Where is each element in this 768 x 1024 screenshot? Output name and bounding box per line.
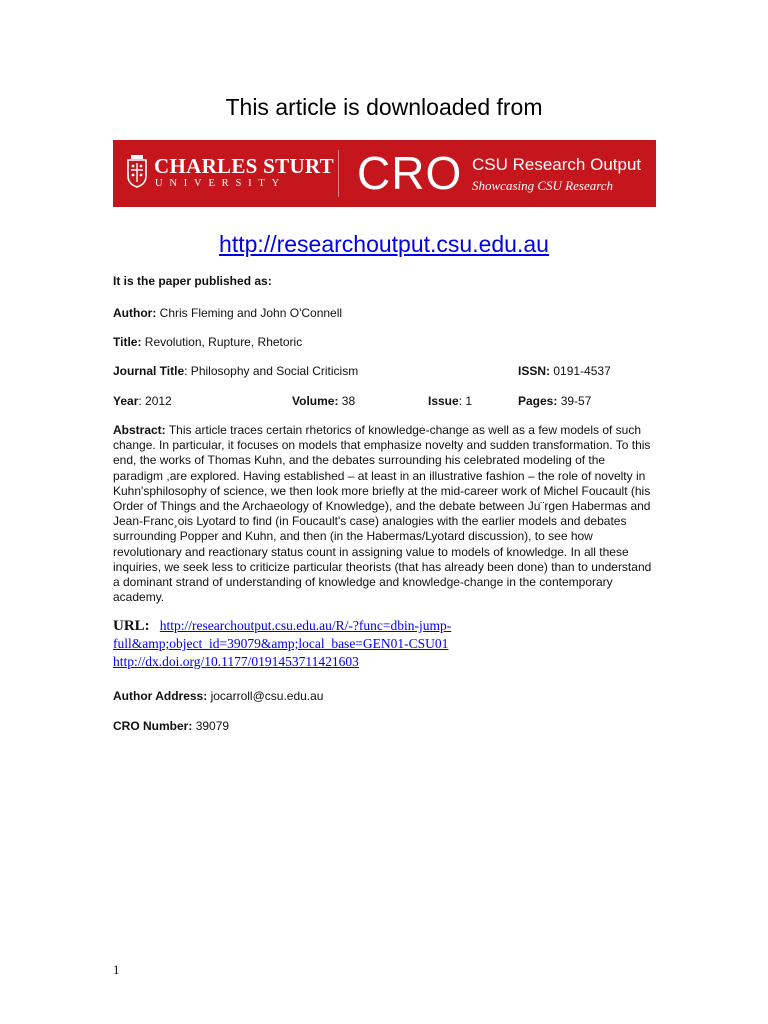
abstract-label: Abstract: <box>113 423 166 437</box>
issue-row <box>428 394 472 408</box>
issn-label: ISSN: <box>518 364 551 378</box>
url-block <box>113 617 451 671</box>
title-value: Revolution, Rupture, Rhetoric <box>144 335 303 349</box>
cro-number-value: 39079 <box>195 719 230 733</box>
author-value: Chris Fleming and John O'Connell <box>159 306 343 320</box>
home-url-link[interactable]: http://researchoutput.csu.edu.au <box>219 231 549 257</box>
pages-label: Pages: <box>518 394 558 408</box>
cro-tagline: Showcasing CSU Research <box>472 178 614 193</box>
csu-cro-banner <box>113 140 656 207</box>
cro-number-row <box>113 719 229 733</box>
author-address-label: Author Address: <box>113 689 208 703</box>
page-number: 1 <box>113 962 120 977</box>
doi-link[interactable]: http://dx.doi.org/10.1177/0191453711421603 <box>113 654 359 669</box>
author-address-value: jocarroll@csu.edu.au <box>210 689 324 703</box>
cro-logo: CRO <box>357 147 463 199</box>
year-label: Year <box>113 394 139 408</box>
csu-crest-icon <box>126 154 148 188</box>
url-link-line2[interactable]: full&amp;object_id=39079&amp;local_base=GEN01-CSU01 <box>113 636 449 651</box>
abstract <box>113 423 658 605</box>
cro-number-label: CRO Number: <box>113 719 193 733</box>
pages-row <box>518 394 591 408</box>
author-label: Author: <box>113 306 157 320</box>
volume-row <box>292 394 355 408</box>
banner-divider <box>338 150 339 197</box>
url-link-line1[interactable]: http://researchoutput.csu.edu.au/R/-?func=dbin-jump- <box>159 618 452 633</box>
abstract-text: This article traces certain rhetorics of knowledge-change as well as a few models of such change. In particular, it focuses on models that emphasize novelty and sudden transformation. To this end, the works of Thomas Kuhn, and the debates surrounding his celebrated modeling of the paradigm ,are explored. Having established – at least in an illustrative fashion – the role of novelty in Kuhn'sphilosophy of science, we then look more briefly at the mid-career work of Michel Foucault (his Order of Things and the Archaeology of Knowledge), and the debate between Ju¨rgen Habermas and Jean-Franc¸ois Lyotard to find (in Foucault's case) analogies with the earlier models and debates surrounding Popper and Kuhn, and then (in the Habermas/Lyotard discussion), to see how revolutionary and reactionary status count in assigning value to models of knowledge. In all these inquiries, we seek less to criticize particular theorists (that has already been done) than to understand a dominant strand of understanding of knowledge and knowledge-change in the contemporary academy. <box>113 423 652 605</box>
csu-name: CHARLES STURT <box>154 154 334 178</box>
author-address-row <box>113 689 323 703</box>
volume-label: Volume: <box>292 394 339 408</box>
author-row <box>113 306 342 320</box>
year-row <box>113 394 172 408</box>
issue-value: : 1 <box>458 394 473 408</box>
title-row <box>113 335 302 349</box>
year-value: : 2012 <box>138 394 172 408</box>
volume-value: 38 <box>341 394 356 408</box>
page-heading: This article is downloaded from <box>225 94 543 120</box>
url-label: URL: <box>113 618 150 634</box>
pages-value: 39-57 <box>560 394 592 408</box>
csu-university: UNIVERSITY <box>155 178 286 189</box>
journal-row <box>113 364 358 378</box>
issn-value: 0191-4537 <box>553 364 611 378</box>
issn-row <box>518 364 611 378</box>
title-label: Title: <box>113 335 142 349</box>
journal-label: Journal Title <box>113 364 185 378</box>
published-as: It is the paper published as: <box>113 274 272 288</box>
cro-title: CSU Research Output <box>472 155 642 174</box>
journal-value: : Philosophy and Social Criticism <box>184 364 359 378</box>
issue-label: Issue <box>428 394 459 408</box>
